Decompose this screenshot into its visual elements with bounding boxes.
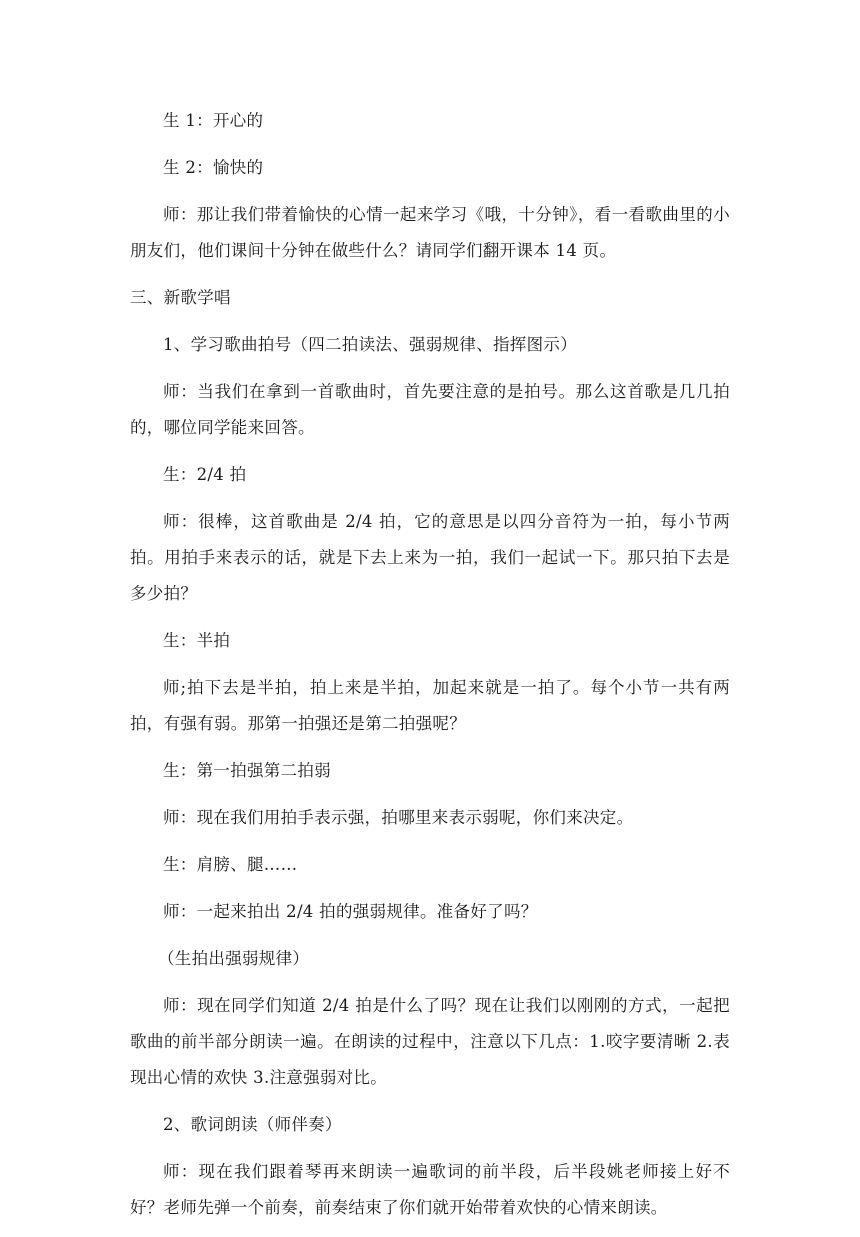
paragraph: 师：那让我们带着愉快的心情一起来学习《哦，十分钟》，看一看歌曲里的小朋友们，他们课间十分钟在做些什么？请同学们翻开课本 14 页。 [130,205,730,260]
paragraph: 生：半拍 [163,631,231,650]
paragraph: 师：现在我们用拍手表示强，拍哪里来表示弱呢，你们来决定。 [163,808,634,827]
paragraph: 师：当我们在拿到一首歌曲时，首先要注意的是拍号。那么这首歌是几几拍的，哪位同学能来回答。 [130,382,730,437]
paragraph: 生：第一拍强第二拍弱 [163,761,331,780]
subsection-heading: 2、歌词朗读（师伴奏） [163,1115,342,1134]
paragraph: 师：现在同学们知道 2/4 拍是什么了吗？现在让我们以刚刚的方式，一起把歌曲的前半部分朗读一遍。在朗读的过程中，注意以下几点：1.咬字要清晰 2.表现出心情的欢快 3.注意强弱对比。 [130,996,730,1087]
subsection-heading: 1、学习歌曲拍号（四二拍读法、强弱规律、指挥图示） [163,335,577,354]
paragraph: 师;拍下去是半拍，拍上来是半拍，加起来就是一拍了。每个小节一共有两拍，有强有弱。那第一拍强还是第二拍强呢？ [130,678,730,733]
paragraph: 师：一起来拍出 2/4 拍的强弱规律。准备好了吗？ [163,902,538,921]
paragraph: 生 2：愉快的 [163,158,264,177]
section-heading: 三、新歌学唱 [130,288,231,307]
paragraph: 生：2/4 拍 [163,465,247,484]
paragraph: 师：现在我们跟着琴再来朗读一遍歌词的前半段，后半段姚老师接上好不好？老师先弹一个前奏，前奏结束了你们就开始带着欢快的心情来朗读。 [130,1162,730,1217]
paragraph: 生 1：开心的 [163,111,264,130]
document-page [130,103,730,1237]
paragraph: 师：很棒，这首歌曲是 2/4 拍，它的意思是以四分音符为一拍，每小节两拍。用拍手来表示的话，就是下去上来为一拍，我们一起试一下。那只拍下去是多少拍？ [130,512,730,603]
stage-direction: （生拍出强弱规律） [158,949,310,968]
paragraph: 生：肩膀、腿…… [163,855,298,874]
